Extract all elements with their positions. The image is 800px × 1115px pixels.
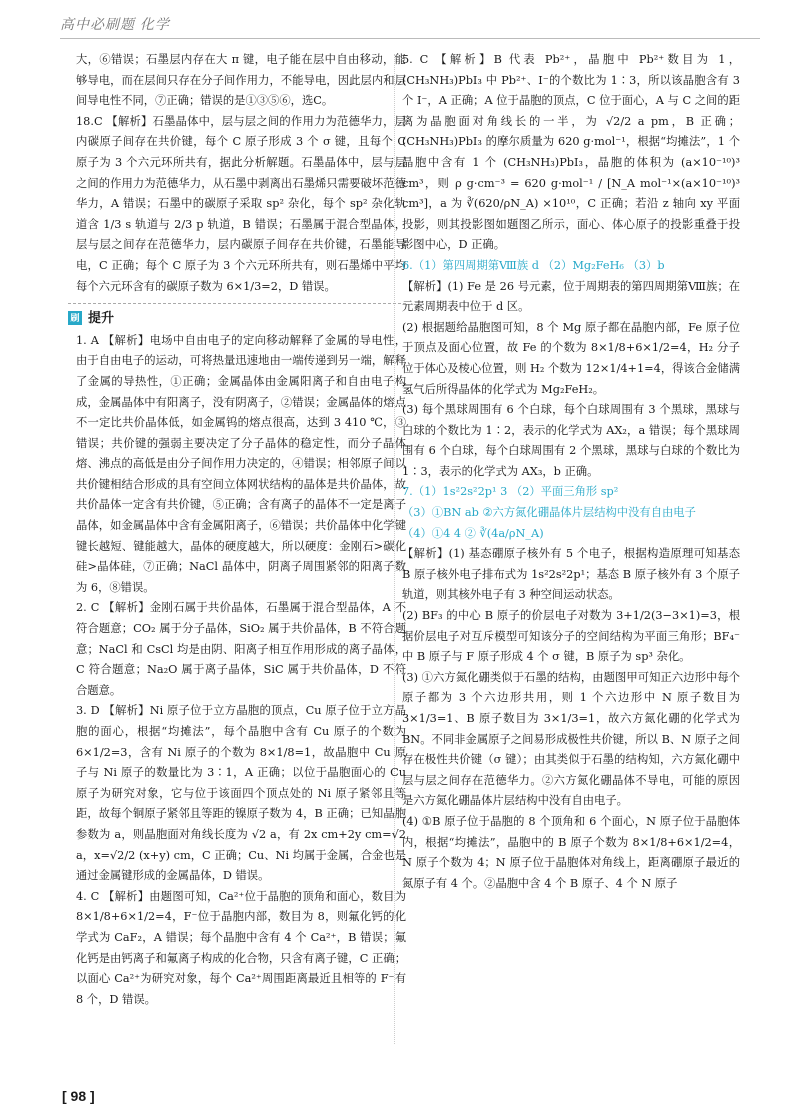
answer-7-key-1: 7.（1）1s²2s²2p¹ 3 （2）平面三角形 sp² xyxy=(402,485,619,499)
answer-7-analysis-3: (3) ①六方氮化硼类似于石墨的结构，由题图甲可知正六边形中每个原子都为 3 个六边形共用，则 1 个六边形中 N 原子数目为 3×1/3=1、B 原子数目为 3×1/3=1，故六方氮化硼的化学式为 BN。不同非金属原子之间易形成极性共价键，所以 B、N 原子之间存在极性共价键（σ 键）；由其类似于石墨的结构知，六方氮化硼中层与层之间存在范德华力。②六方氮化硼晶体不导电，可能的原因是六方氮化硼晶体片层结构中没有自由电子。 xyxy=(402,670,740,808)
left-column xyxy=(70,50,406,1010)
section-heading xyxy=(68,303,406,329)
page-number: [ 98 ] xyxy=(62,1088,95,1104)
answer-3: 3. D 【解析】Ni 原子位于立方晶胞的顶点，Cu 原子位于立方晶胞的面心，根据“均摊法”，每个晶胞中含有 Cu 原子的个数为 6×1/2=3，含有 Ni 原子的个数为 8×1/8=1，故晶胞中 Cu 原子与 Ni 原子的数量比为 3∶1，A 正确；以位于晶胞面心的 Cu 原子为研究对象，它与位于该面四个顶点处的 Ni 原子紧邻且等距，故每个铜原子紧邻且等距的镍原子数为 4，B 正确；已知晶胞参数为 a，则晶胞面对角线长度为 √2 a，有 2x cm+2y cm=√2 a，x=√2/2 (x+y) cm，C 正确；Cu、Ni 均属于金属，合金也是通过金属键形成的金属晶体，D 错误。 xyxy=(76,704,406,883)
answer-1: 1. A 【解析】电场中自由电子的定向移动解释了金属的导电性，由于自由电子的运动，可将热量迅速地由一端传递到另一端，解释了金属的导热性，①正确；金属晶体由金属阳离子和自由电子构成，金属晶体中有阳离子，没有阴离子，②错误；金属晶体的熔点不一定比共价晶体低，如金属钨的熔点很高，达到 3 410 ℃，③错误；共价键的强弱主要决定了分子晶体的稳定性，而分子晶体熔、沸点的高低是由分子间作用力决定的，④错误；相邻原子间以共价键相结合形成的具有空间立体网状结构的晶体是共价晶体，故共价晶体一定含有共价键，⑤正确；含有离子的晶体不一定是离子晶体，如金属晶体中含有金属阳离子，⑥错误；共价晶体中化学键键长越短、键能越大，晶体的硬度越大，所以硬度：金刚石>碳化硅>晶体硅，⑦正确；NaCl 晶体中，阴离子周围紧邻的阳离子数为 6，⑧错误。 xyxy=(76,333,406,594)
answer-18: 18.C 【解析】石墨晶体中，层与层之间的作用力为范德华力，层内碳原子间存在共价键，每个 C 原子形成 3 个 σ 键，且每个 C 原子为 3 个六元环所共有，据此分析解题。石墨晶体中，层与层之间的作用力为范德华力，从石墨中剥离出石墨烯只需要破坏范德华力，A 错误；石墨中的碳原子采取 sp² 杂化，每个 sp² 杂化轨道含 1/3 s 轨道与 2/3 p 轨道，B 错误；石墨属于混合型晶体，层与层之间存在范德华力，层内碳原子间存在共价键，石墨能导电，C 正确；每个 C 原子为 3 个六元环所共有，则石墨烯中平均每个六元环含有的碳原子数为 6×1/3=2，D 错误。 xyxy=(76,114,406,293)
answer-6-analysis-1: 【解析】(1) Fe 是 26 号元素，位于周期表的第四周期第Ⅷ族；在元素周期表中位于 d 区。 xyxy=(402,279,740,314)
answer-7-analysis-2: (2) BF₃ 的中心 B 原子的价层电子对数为 3+1/2(3−3×1)=3，根据价层电子对互斥模型可知该分子的空间结构为平面三角形；BF₄⁻ 中 B 原子与 F 原子形成 4 个 σ 键，B 原子为 sp³ 杂化。 xyxy=(402,609,740,664)
answer-6-key: 6.（1）第四周期第Ⅷ族 d （2）Mg₂FeH₆ （3）b xyxy=(402,258,665,272)
answer-2: 2. C 【解析】金刚石属于共价晶体，石墨属于混合型晶体，A 不符合题意；CO₂ 属于分子晶体，SiO₂ 属于共价晶体，B 不符合题意；NaCl 和 CsCl 均是由阴、阳离子相互作用形成的离子晶体，C 符合题意；Na₂O 属于离子晶体，SiC 属于共价晶体，D 不符合题意。 xyxy=(76,601,406,697)
answer-7-analysis-4: (4) ①B 原子位于晶胞的 8 个顶角和 6 个面心，N 原子位于晶胞体内，根据“均摊法”，晶胞中的 B 原子个数为 8×1/8+6×1/2=4，N 原子个数为 4；N 原子位于晶胞体对角线上，距离硼原子最近的氮原子有 4 个。②晶胞中含 4 个 B 原子、4 个 N 原子 xyxy=(402,814,740,890)
paragraph: 大，⑥错误；石墨层内存在大 π 键，电子能在层中自由移动，能够导电，而在层间只存在分子间作用力，不能导电，因此层内和层间导电性不同，⑦正确；错误的是①③⑤⑥，选C。 xyxy=(76,53,406,108)
answer-5: 5. C 【解析】B 代表 Pb²⁺，晶胞中 Pb²⁺数目为 1，(CH₃NH₃)PbI₃ 中 Pb²⁺、I⁻的个数比为 1∶3，所以该晶胞含有 3 个 I⁻，A 正确；A 位于晶胞的顶点，C 位于面心，A 与 C 之间的距离为晶胞面对角线长的一半，为 √2/2 a pm，B 正确；(CH₃NH₃)PbI₃ 的摩尔质量为 620 g·mol⁻¹，根据“均摊法”，1 个晶胞中含有 1 个 (CH₃NH₃)PbI₃，晶胞的体积为 (a×10⁻¹⁰)³ cm³，则 ρ g·cm⁻³ = 620 g·mol⁻¹ / [N_A mol⁻¹×(a×10⁻¹⁰)³ cm³]，a 为 ∛(620/ρN_A) ×10¹⁰，C 正确；若沿 z 轴向 xy 平面投影，则其投影图如题图乙所示，面心、体心原子的投影重叠于投影图中心，D 正确。 xyxy=(402,53,740,252)
answer-7-key-2: （3）①BN ab ②六方氮化硼晶体片层结构中没有自由电子 xyxy=(402,506,696,520)
answer-7-analysis-1: 【解析】(1) 基态硼原子核外有 5 个电子，根据构造原理可知基态 B 原子核外电子排布式为 1s²2s²2p¹；基态 B 原子核外有 3 个原子轨道，则其核外电子有 3 种空间运动状态。 xyxy=(402,547,740,602)
answer-7-key-3: （4）①4 4 ② ∛(4a/ρN_A) xyxy=(402,526,544,540)
answer-6-analysis-3: (3) 每个黑球周围有 6 个白球，每个白球周围有 3 个黑球，黑球与白球的个数比为 1∶2，表示的化学式为 AX₂，a 错误；每个黑球周围有 6 个白球，每个白球周围有 2 个黑球，黑球与白球的个数比为 1∶3，表示的化学式为 AX₃，b 正确。 xyxy=(402,403,740,478)
answer-4: 4. C 【解析】由题图可知，Ca²⁺位于晶胞的顶角和面心，数目为 8×1/8+6×1/2=4，F⁻位于晶胞内部，数目为 8，则氟化钙的化学式为 CaF₂，A 错误；每个晶胞中含有 4 个 Ca²⁺，B 错误；氟化钙是由钙离子和氟离子构成的化合物，只含有离子键，C 正确；以面心 Ca²⁺为研究对象，每个 Ca²⁺周围距离最近且相等的 F⁻有 8 个，D 错误。 xyxy=(76,889,406,1006)
section-icon: 刷 xyxy=(68,311,82,325)
right-column xyxy=(402,50,740,894)
answer-6-analysis-2: (2) 根据题给晶胞图可知，8 个 Mg 原子都在晶胞内部，Fe 原子位于顶点及面心位置，故 Fe 的个数为 8×1/8+6×1/2=4，H₂ 分子位于体心及棱心位置，则 H₂ 个数为 12×1/4+1=4，得该合金储满氢气后所得晶体的化学式为 Mg₂FeH₂。 xyxy=(402,320,740,396)
header-title: 高中必刷题 化学 xyxy=(60,16,170,32)
page-header xyxy=(60,14,760,39)
section-label: 提升 xyxy=(88,310,115,326)
